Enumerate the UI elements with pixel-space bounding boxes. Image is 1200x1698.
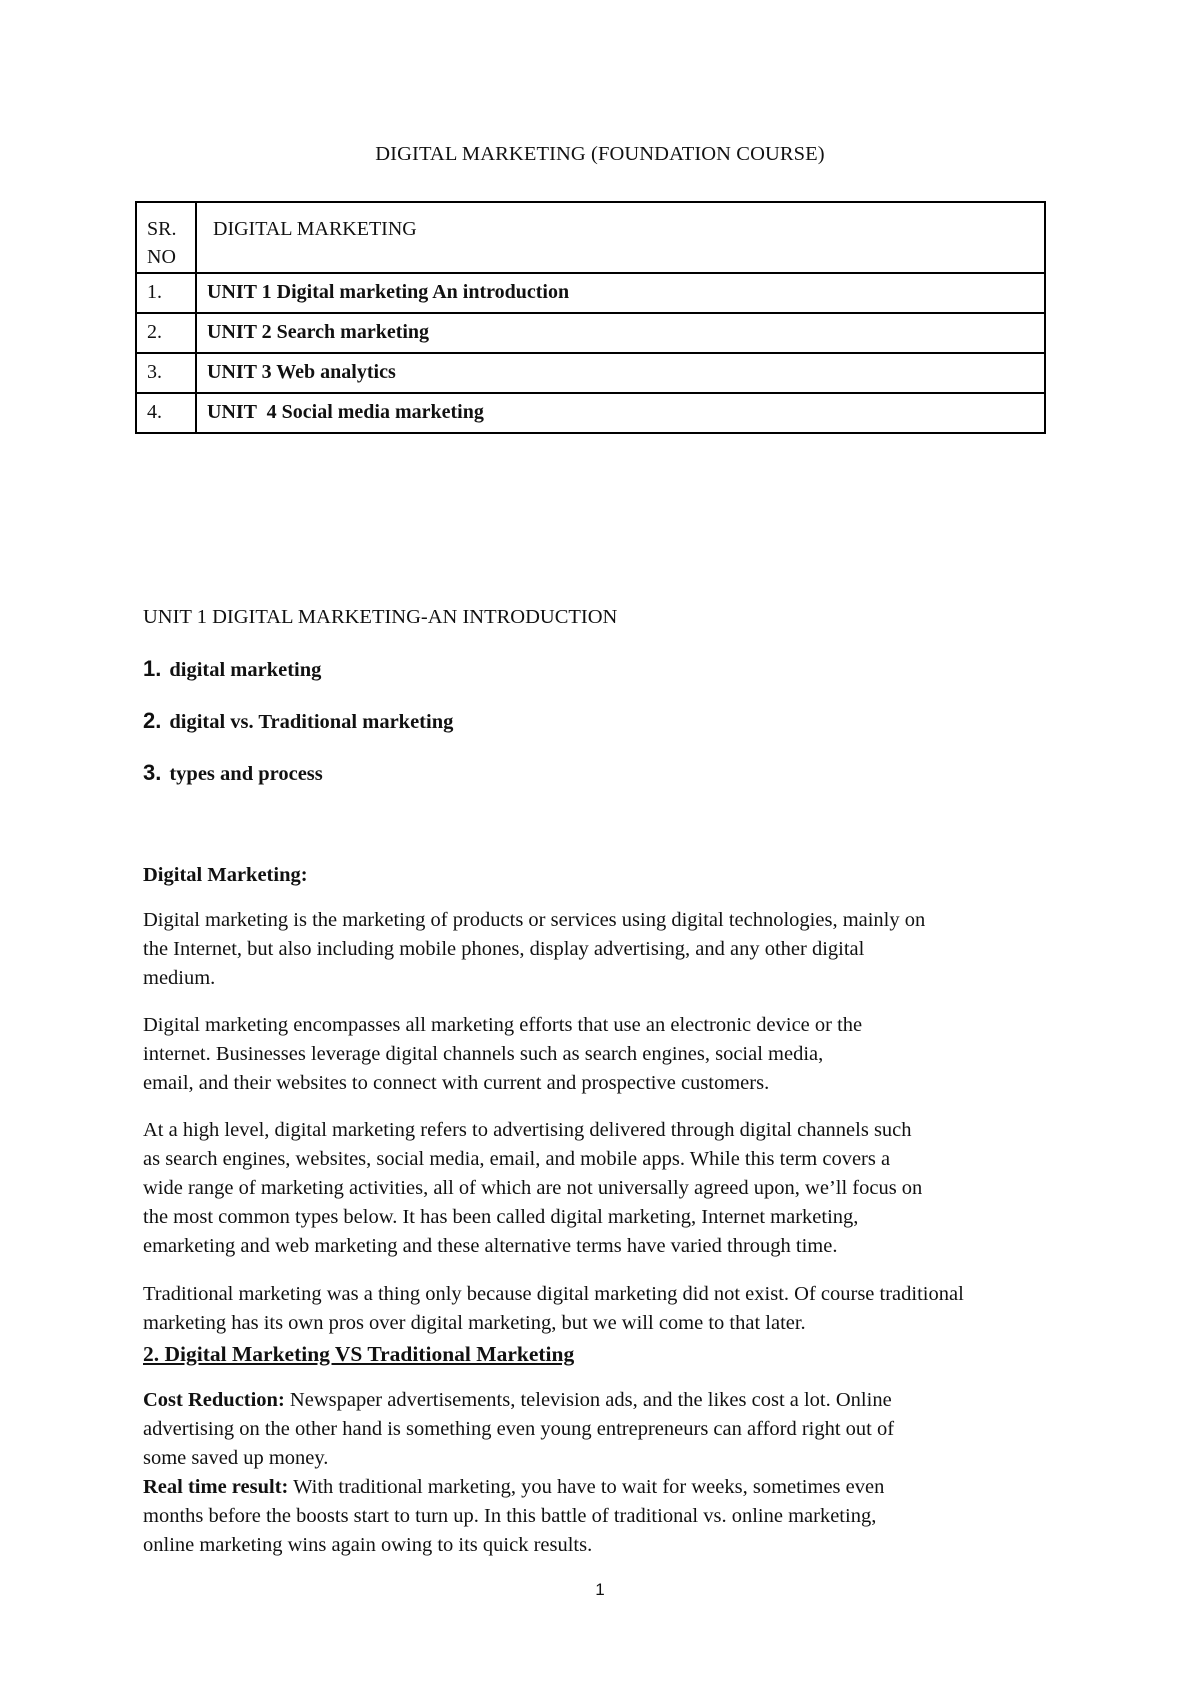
header-sr-label: SR.: [147, 218, 177, 240]
cost-reduction-label: Cost Reduction:: [143, 1389, 285, 1411]
paragraph-line: Digital marketing is the marketing of products or services using digital technologies, mainly on: [143, 909, 926, 931]
header-digital-marketing: DIGITAL MARKETING: [196, 202, 1045, 273]
paragraph-line: the Internet, but also including mobile phones, display advertising, and any other digital: [143, 938, 865, 960]
paragraph-line: the most common types below. It has been called digital marketing, Internet marketing,: [143, 1206, 859, 1228]
row-unit: UNIT 4 Social media marketing: [196, 393, 1045, 433]
section2-heading: 2. Digital Marketing VS Traditional Marketing: [143, 1342, 575, 1366]
paragraph-line: online marketing wins again owing to its quick results.: [143, 1534, 593, 1556]
header-sr-no: [136, 202, 196, 273]
unit1-heading: UNIT 1 DIGITAL MARKETING-AN INTRODUCTION: [143, 606, 618, 628]
paragraph-line: Digital marketing encompasses all marketing efforts that use an electronic device or the: [143, 1014, 863, 1036]
toc-item: [143, 656, 321, 682]
paragraph-line: advertising on the other hand is something even young entrepreneurs can afford right out of: [143, 1418, 895, 1440]
real-time-result-label: Real time result:: [143, 1476, 289, 1498]
real-time-result-text: With traditional marketing, you have to wait for weeks, sometimes even: [288, 1476, 885, 1498]
row-sr: 3.: [136, 353, 196, 393]
row-sr: 1.: [136, 273, 196, 313]
paragraph-line: months before the boosts start to turn up. In this battle of traditional vs. online marketing,: [143, 1505, 877, 1527]
paragraph-definition: [143, 906, 1128, 993]
cost-reduction-text: Newspaper advertisements, television ads, and the likes cost a lot. Online: [284, 1389, 892, 1411]
units-table: [135, 201, 1046, 434]
toc-number: 3.: [143, 760, 162, 785]
paragraph-line: At a high level, digital marketing refers to advertising delivered through digital channels such: [143, 1119, 912, 1141]
document-title: DIGITAL MARKETING (FOUNDATION COURSE): [375, 143, 825, 165]
row-unit: UNIT 3 Web analytics: [196, 353, 1045, 393]
row-sr: 4.: [136, 393, 196, 433]
page-number: 1: [595, 1580, 605, 1599]
toc-item: [143, 708, 453, 734]
table-row: [136, 353, 1045, 393]
row-sr: 2.: [136, 313, 196, 353]
paragraph-cost-reduction: [143, 1386, 1128, 1560]
table-row: [136, 273, 1045, 313]
paragraph-line: [143, 1386, 1128, 1415]
table-row: [136, 393, 1045, 433]
paragraph-line: Traditional marketing was a thing only because digital marketing did not exist. Of course traditional: [143, 1283, 964, 1305]
toc-item: [143, 760, 323, 786]
toc-label: types and process: [169, 763, 323, 785]
paragraph-line: some saved up money.: [143, 1447, 329, 1469]
toc-number: 1.: [143, 656, 162, 681]
row-unit: UNIT 2 Search marketing: [196, 313, 1045, 353]
paragraph-traditional: [143, 1280, 1128, 1338]
paragraph-line: marketing has its own pros over digital marketing, but we will come to that later.: [143, 1312, 806, 1334]
paragraph-encompasses: [143, 1011, 1128, 1098]
digital-marketing-label: [143, 861, 1128, 890]
paragraph-line: internet. Businesses leverage digital channels such as search engines, social media,: [143, 1043, 824, 1065]
section-label: Digital Marketing:: [143, 864, 308, 886]
table-row: [136, 313, 1045, 353]
table-header-row: [136, 202, 1045, 273]
paragraph-line: [143, 1473, 1128, 1502]
paragraph-line: emarketing and web marketing and these alternative terms have varied through time.: [143, 1235, 838, 1257]
paragraph-line: email, and their websites to connect with current and prospective customers.: [143, 1072, 770, 1094]
paragraph-line: as search engines, websites, social media, email, and mobile apps. While this term covers a: [143, 1148, 891, 1170]
header-no-label: NO: [147, 246, 176, 268]
row-unit: UNIT 1 Digital marketing An introduction: [196, 273, 1045, 313]
toc-number: 2.: [143, 708, 162, 733]
paragraph-line: medium.: [143, 967, 216, 989]
toc-label: digital vs. Traditional marketing: [169, 711, 454, 733]
paragraph-line: wide range of marketing activities, all of which are not universally agreed upon, we’ll focus on: [143, 1177, 923, 1199]
paragraph-high-level: [143, 1116, 1128, 1261]
toc-label: digital marketing: [169, 659, 322, 681]
